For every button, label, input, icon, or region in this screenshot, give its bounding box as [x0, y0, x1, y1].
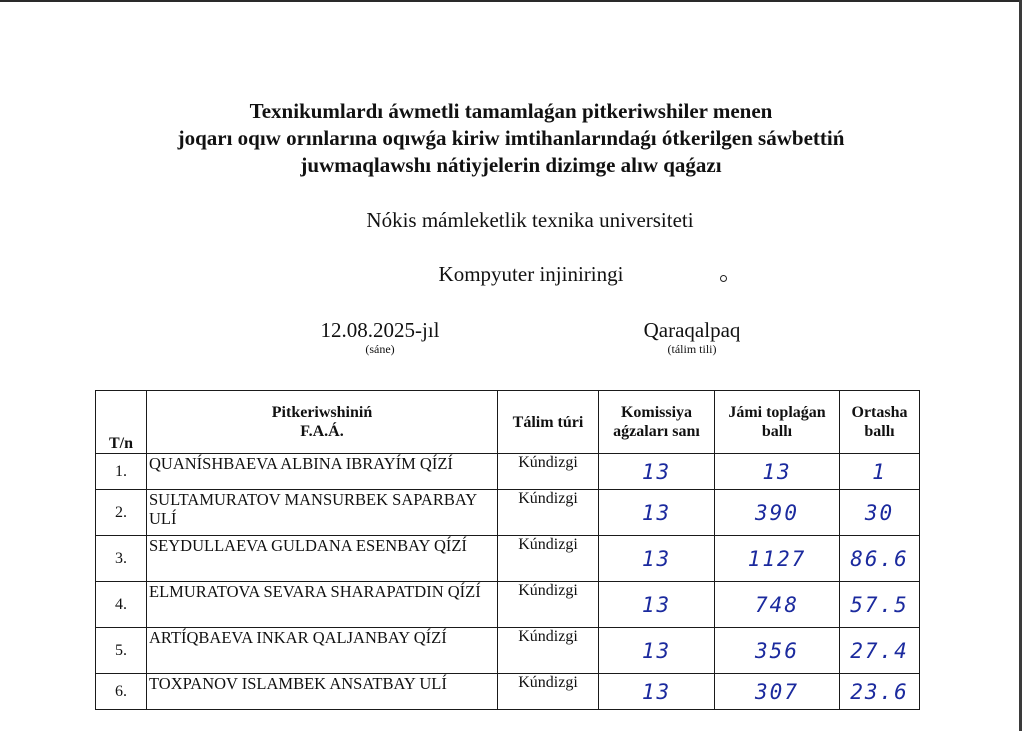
header-members [599, 391, 715, 454]
row-total: 356 [715, 628, 840, 674]
date-caption: (sáne) [365, 342, 395, 356]
row-members: 13 [599, 536, 715, 582]
row-members: 13 [599, 454, 715, 490]
table-row [96, 628, 920, 674]
title-line-1: Texnikumlardı áwmetli tamamlaǵan pitkeriwshiler menen [249, 99, 773, 123]
row-num: 5. [96, 628, 147, 674]
header-avg-line1: Ortasha [851, 404, 908, 421]
header-total-line1: Jámi toplaǵan [728, 404, 826, 421]
row-form: Kúndizgi [498, 582, 599, 628]
row-total: 390 [715, 490, 840, 536]
row-form: Kúndizgi [498, 674, 599, 710]
language-value: Qaraqalpaq [643, 318, 741, 342]
row-num: 3. [96, 536, 147, 582]
header-form: Tálim túri [498, 391, 599, 454]
table-row [96, 490, 920, 536]
row-total: 748 [715, 582, 840, 628]
row-name: ELMURATOVA SEVARA SHARAPATDIN QÍZÍ [147, 582, 498, 628]
row-num: 6. [96, 674, 147, 710]
row-form: Kúndizgi [498, 628, 599, 674]
header-total-line2: ballı [761, 423, 793, 440]
row-avg: 30 [840, 490, 920, 536]
table-row [96, 536, 920, 582]
date-field [290, 318, 470, 356]
row-members: 13 [599, 582, 715, 628]
language-caption: (tálim tili) [667, 342, 717, 356]
header-name-line1: Pitkeriwshiniń [271, 404, 373, 421]
language-field [612, 318, 772, 356]
row-total: 307 [715, 674, 840, 710]
row-total: 13 [715, 454, 840, 490]
row-form: Kúndizgi [498, 490, 599, 536]
page-edge-top [0, 0, 1022, 2]
header-avg-line2: ballı [864, 423, 895, 440]
stray-mark [720, 275, 727, 282]
row-avg: 1 [840, 454, 920, 490]
row-avg: 27.4 [840, 628, 920, 674]
row-members: 13 [599, 628, 715, 674]
table-header-row [96, 391, 920, 454]
document-title [0, 98, 1022, 179]
row-name: SEYDULLAEVA GULDANA ESENBAY QÍZÍ [147, 536, 498, 582]
header-avg [840, 391, 920, 454]
row-avg: 23.6 [840, 674, 920, 710]
table-row [96, 454, 920, 490]
row-form: Kúndizgi [498, 536, 599, 582]
row-num: 2. [96, 490, 147, 536]
row-members: 13 [599, 674, 715, 710]
row-avg: 86.6 [840, 536, 920, 582]
row-avg: 57.5 [840, 582, 920, 628]
title-line-2: joqarı oqıw orınlarına oqıwǵa kiriw imtihanlarındaǵı ótkerilgen sáwbettiń [177, 126, 845, 150]
row-num: 4. [96, 582, 147, 628]
row-name: QUANÍSHBAEVA ALBINA IBRAYÍM QÍZÍ [147, 454, 498, 490]
results-table [95, 390, 920, 710]
table-row [96, 674, 920, 710]
date-value: 12.08.2025-jıl [320, 318, 440, 342]
title-line-3: juwmaqlawshı nátiyjelerin dizimge alıw qaǵazı [300, 153, 722, 177]
header-total [715, 391, 840, 454]
header-name-line2: F.A.Á. [300, 423, 344, 440]
header-name [147, 391, 498, 454]
specialty-name: Kompyuter injiniringi [438, 262, 624, 286]
row-total: 1127 [715, 536, 840, 582]
row-form: Kúndizgi [498, 454, 599, 490]
row-num: 1. [96, 454, 147, 490]
row-name: SULTAMURATOV MANSURBEK SAPARBAY ULÍ [147, 490, 498, 536]
row-name: TOXPANOV ISLAMBEK ANSATBAY ULÍ [147, 674, 498, 710]
header-members-line1: Komissiya [620, 404, 693, 421]
table-row [96, 582, 920, 628]
university-name: Nókis mámleketlik texnika universiteti [366, 208, 694, 232]
row-members: 13 [599, 490, 715, 536]
header-num: T/n [96, 391, 147, 454]
header-members-line2: aǵzaları sanı [613, 423, 700, 440]
row-name: ARTÍQBAEVA INKAR QALJANBAY QÍZÍ [147, 628, 498, 674]
